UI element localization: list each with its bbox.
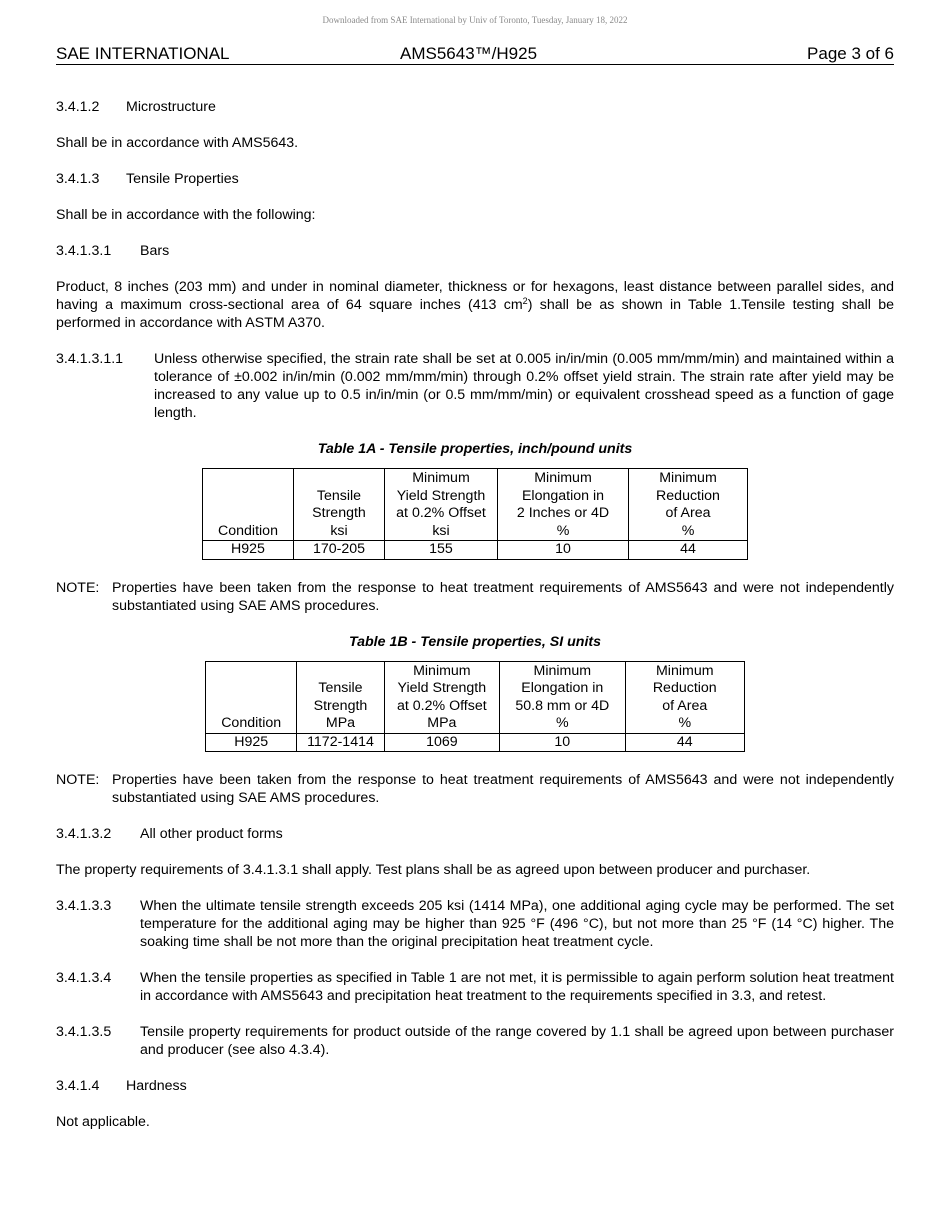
header-cell: Minimum Yield Strength at 0.2% Offset MPa — [384, 661, 499, 733]
table-1b — [205, 661, 745, 753]
clause-34133 — [56, 897, 894, 951]
header-cell: Minimum Reduction of Area % — [625, 661, 744, 733]
clause-34135 — [56, 1023, 894, 1059]
table-cell: 1172-1414 — [297, 733, 384, 752]
section-number: 3.4.1.3.2 — [56, 826, 112, 842]
table-1a — [202, 468, 748, 560]
table-cell: 10 — [500, 733, 625, 752]
header-page-number: Page 3 of 6 — [807, 44, 894, 63]
table-cell: 155 — [385, 541, 498, 560]
header-cell: Condition — [206, 661, 297, 733]
section-title: Tensile Properties — [126, 171, 239, 187]
table-header-row — [203, 469, 748, 541]
section-number: 3.4.1.3 — [56, 171, 100, 187]
text-part: ) shall be as shown in Table 1.Tensile testing shall be performed in accordance with ASTM A370. — [56, 297, 894, 331]
header-organization: SAE INTERNATIONAL — [56, 44, 230, 63]
header-cell: Tensile Strength MPa — [297, 661, 384, 733]
header-cell: Tensile Strength ksi — [294, 469, 385, 541]
section-title: All other product forms — [140, 826, 283, 842]
table-row — [206, 733, 745, 752]
table-1b-caption: Table 1B - Tensile properties, SI units — [348, 633, 601, 650]
superscript: 2 — [522, 296, 528, 306]
table-cell: 44 — [629, 541, 748, 560]
clause-text: Unless otherwise specified, the strain rate shall be set at 0.005 in/in/min (0.005 mm/mm/min) and maintained within a tolerance of ±0.002 in/in/min (0.002 mm/mm/min) through 0.2% offset yield strain. The strain rate after yield may be increased to any value up to 0.5 in/in/min (or 0.5 mm/mm/min) or equivalent crosshead speed as a function of gage length. — [154, 351, 894, 421]
note-text: Properties have been taken from the response to heat treatment requirements of AMS5643 and were not independently substantiated using SAE AMS procedures. — [112, 579, 894, 614]
paragraph: The property requirements of 3.4.1.3.1 shall apply. Test plans shall be as agreed upon between producer and purchaser. — [56, 862, 811, 878]
header-cell: Minimum Reduction of Area % — [629, 469, 748, 541]
text-part: Product, 8 inches (203 mm) and under in nominal diameter, thickness or for hexagons, least distance between parallel sides, and having a maximum cross-sectional area of 64 square inches (413 cm — [56, 279, 894, 313]
header-cell: Minimum Elongation in 50.8 mm or 4D % — [500, 661, 625, 733]
section-heading-34132 — [56, 825, 894, 843]
table-cell: 10 — [498, 541, 629, 560]
table-cell: H925 — [203, 541, 294, 560]
note-label: NOTE: — [56, 772, 100, 788]
section-title: Microstructure — [126, 99, 216, 115]
document-body — [56, 98, 894, 1131]
table-cell: H925 — [206, 733, 297, 752]
page-header — [56, 44, 894, 65]
clause-text: Tensile property requirements for product outside of the range covered by 1.1 shall be agreed upon between purchaser and producer (see also 4.3.4). — [140, 1024, 894, 1058]
note-1 — [56, 579, 894, 615]
header-cell: Minimum Yield Strength at 0.2% Offset ksi — [385, 469, 498, 541]
section-number: 3.4.1.3.3 — [56, 898, 112, 914]
section-number: 3.4.1.4 — [56, 1078, 100, 1094]
clause-text: When the ultimate tensile strength exceeds 205 ksi (1414 MPa), one additional aging cycle may be performed. The set temperature for the additional aging may be higher than 925 °F (496 °C), but not more than 25 °F (14 °C) higher. The soaking time shall be not more than the original precipitation heat treatment cycle. — [140, 898, 894, 950]
section-title: Hardness — [126, 1078, 187, 1094]
note-2 — [56, 771, 894, 807]
table-cell: 1069 — [384, 733, 499, 752]
table-row — [203, 541, 748, 560]
section-heading-34131 — [56, 242, 894, 260]
section-number: 3.4.1.3.1.1 — [56, 351, 124, 367]
table-cell: 170-205 — [294, 541, 385, 560]
paragraph: Shall be in accordance with AMS5643. — [56, 135, 299, 151]
download-watermark: Downloaded from SAE International by Univ of Toronto, Tuesday, January 18, 2022 — [322, 15, 628, 25]
section-number: 3.4.1.3.1 — [56, 243, 112, 259]
header-cell: Condition — [203, 469, 294, 541]
header-document-id: AMS5643™/H925 — [400, 44, 538, 63]
clause-text: When the tensile properties as specified in Table 1 are not met, it is permissible to again perform solution heat treatment in accordance with AMS5643 and precipitation heat treatment to the requirements specified in 3.3, and retest. — [140, 970, 894, 1004]
paragraph — [56, 278, 894, 332]
note-label: NOTE: — [56, 579, 100, 596]
section-title: Bars — [140, 243, 170, 259]
section-number: 3.4.1.3.5 — [56, 1024, 112, 1040]
clause-341311 — [56, 350, 894, 422]
section-heading-3413 — [56, 170, 894, 188]
header-cell: Minimum Elongation in 2 Inches or 4D % — [498, 469, 629, 541]
paragraph: Not applicable. — [56, 1114, 150, 1130]
table-cell: 44 — [625, 733, 744, 752]
clause-34134 — [56, 969, 894, 1005]
section-number: 3.4.1.3.4 — [56, 970, 112, 986]
section-heading-3414 — [56, 1077, 894, 1095]
section-number: 3.4.1.2 — [56, 99, 100, 115]
section-heading-3412 — [56, 98, 894, 116]
paragraph: Shall be in accordance with the following: — [56, 207, 316, 223]
table-header-row — [206, 661, 745, 733]
table-1a-caption: Table 1A - Tensile properties, inch/pound units — [317, 441, 633, 457]
note-text: Properties have been taken from the response to heat treatment requirements of AMS5643 and were not independently substantiated using SAE AMS procedures. — [112, 772, 894, 806]
